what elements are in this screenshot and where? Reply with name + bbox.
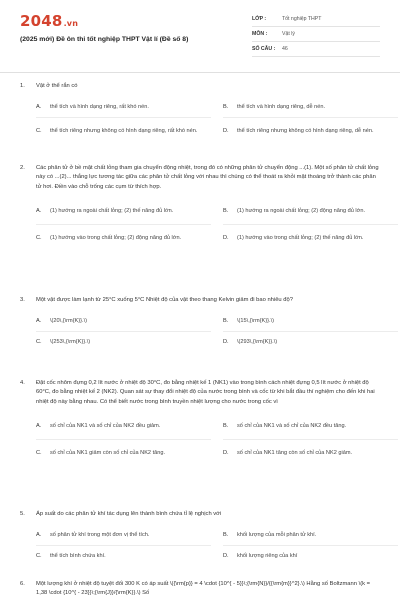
question-stem: Vật ở thể rắn có bbox=[36, 83, 78, 89]
options-grid bbox=[36, 311, 382, 352]
meta-key: MÔN : bbox=[252, 31, 268, 37]
option-d[interactable]: D. thể tích riêng nhưng không có hình dạng riêng, dễ nén. bbox=[223, 128, 374, 135]
question-number: 4. bbox=[20, 380, 25, 386]
meta-row-class bbox=[252, 12, 380, 27]
question-2 bbox=[20, 164, 382, 251]
option-c[interactable]: C. (1) hướng vào trong chất lỏng; (2) động năng đủ lớn. bbox=[36, 234, 182, 241]
option-d[interactable]: D. \(293\,{\rm{K}}.\) bbox=[223, 339, 278, 346]
meta-row-count bbox=[252, 42, 380, 57]
question-number: 3. bbox=[20, 297, 25, 303]
option-a[interactable]: A. (1) hướng ra ngoài chất lỏng; (2) thế năng đủ lớn. bbox=[36, 198, 211, 225]
option-a[interactable]: A. \(20\,{\rm{K}}.\) bbox=[36, 311, 211, 332]
option-b[interactable]: B. \(15\,{\rm{K}}.\) bbox=[223, 311, 398, 332]
meta-key: LỚP : bbox=[252, 16, 267, 22]
site-logo[interactable]: 2048.vn bbox=[20, 12, 79, 30]
options-grid bbox=[36, 413, 382, 466]
question-5 bbox=[20, 510, 382, 566]
question-stem: Các phân tử ở bề mặt chất lỏng tham gia chuyển động nhiệt, trong đó có những phân tử chuyển động ...(1). Một số phân tử chất lỏng này có ...(2)... thắng lực tương tác giữa các phân tử chất lỏng với nhau thì chúng có thể thoát ra khỏi mặt thoáng trở thành các phân tử hơi. Điền vào chỗ trống các cụm từ thích hợp. bbox=[36, 165, 379, 190]
question-number: 6. bbox=[20, 581, 25, 587]
question-stem: Áp suất do các phân tử khí tác dụng lên thành bình chứa tỉ lệ nghịch với bbox=[36, 511, 222, 517]
meta-key: SỐ CÂU : bbox=[252, 46, 276, 52]
options-grid bbox=[36, 97, 382, 144]
exam-title: (2025 mới) Đề ôn thi tốt nghiệp THPT Vật lí (Đề số 8) bbox=[20, 36, 189, 43]
question-stem: Một lượng khí ở nhiệt độ tuyệt đối 300 K có áp suất \({\rm{p}} = 4 \cdot {10^{ - 5}}\;{\rm{N}}/{{\rm{m}}^2}.\) Hằng số Boltzmann \(k = 1,38 \cdot {10^{ - 23}}\;{\rm{J}}/{\rm{K}}.\) Số bbox=[36, 581, 371, 597]
option-b[interactable]: B. (1) hướng ra ngoài chất lỏng; (2) động năng đủ lớn. bbox=[223, 198, 398, 225]
question-4 bbox=[20, 379, 382, 466]
meta-row-subject bbox=[252, 27, 380, 42]
meta-value: Tốt nghiệp THPT bbox=[282, 16, 322, 22]
question-6 bbox=[20, 580, 382, 599]
question-number: 1. bbox=[20, 83, 25, 89]
option-c[interactable]: C. \(253\,{\rm{K}}.\) bbox=[36, 339, 91, 346]
header-divider bbox=[0, 72, 400, 73]
question-3 bbox=[20, 296, 382, 352]
option-c[interactable]: C. thể tích bình chứa khí. bbox=[36, 553, 106, 560]
question-number: 5. bbox=[20, 511, 25, 517]
question-stem: Một vật được làm lạnh từ 25°C xuống 5°C Nhiệt độ của vật theo thang Kelvin giảm đi bao nhiêu độ? bbox=[36, 297, 293, 303]
question-number: 2. bbox=[20, 165, 25, 171]
option-b[interactable]: B. khối lượng của mỗi phân tử khí. bbox=[223, 525, 398, 546]
option-c[interactable]: C. số chỉ của NK1 giảm còn số chỉ của NK2 tăng. bbox=[36, 449, 166, 456]
exam-meta bbox=[252, 12, 380, 57]
option-a[interactable]: A. số chỉ của NK1 và số chỉ của NK2 đều giảm. bbox=[36, 413, 211, 440]
option-a[interactable]: A. thể tích và hình dạng riêng, rất khó nén. bbox=[36, 97, 211, 118]
question-1 bbox=[20, 82, 382, 144]
options-grid bbox=[36, 525, 382, 566]
question-stem: Đặt cốc nhôm đựng 0,2 lít nước ở nhiệt độ 30°C, đo bằng nhiệt kế 1 (NK1) vào trong bình cách nhiệt đựng 0,5 lít nước ở nhiệt độ 60°C, đo bằng nhiệt kế 2 (NK2). Quan sát sự thay đổi nhiệt độ của nước trong bình và cốc từ khi bắt đầu thí nghiệm cho đến khi hai nhiệt độ này bằng nhau. Có thể biết nước trong bình truyền nhiệt lượng cho nước trong cốc vì bbox=[36, 380, 375, 405]
meta-value: Vật lý bbox=[282, 31, 295, 37]
option-a[interactable]: A. số phân tử khí trong một đơn vị thể tích. bbox=[36, 525, 211, 546]
meta-value: 46 bbox=[282, 46, 288, 52]
option-d[interactable]: D. (1) hướng vào trong chất lỏng; (2) thế năng đủ lớn. bbox=[223, 234, 364, 241]
exam-header bbox=[0, 0, 400, 66]
option-b[interactable]: B. số chỉ của NK1 và số chỉ của NK2 đều tăng. bbox=[223, 413, 398, 440]
option-d[interactable]: D. số chỉ của NK1 tăng còn số chỉ của NK2 giảm. bbox=[223, 449, 353, 456]
options-grid bbox=[36, 198, 382, 251]
option-c[interactable]: C. thể tích riêng nhưng không có hình dạng riêng, rất khó nén. bbox=[36, 128, 198, 135]
option-b[interactable]: B. thể tích và hình dạng riêng, dễ nén. bbox=[223, 97, 398, 118]
option-d[interactable]: D. khối lượng riêng của khí bbox=[223, 553, 298, 560]
